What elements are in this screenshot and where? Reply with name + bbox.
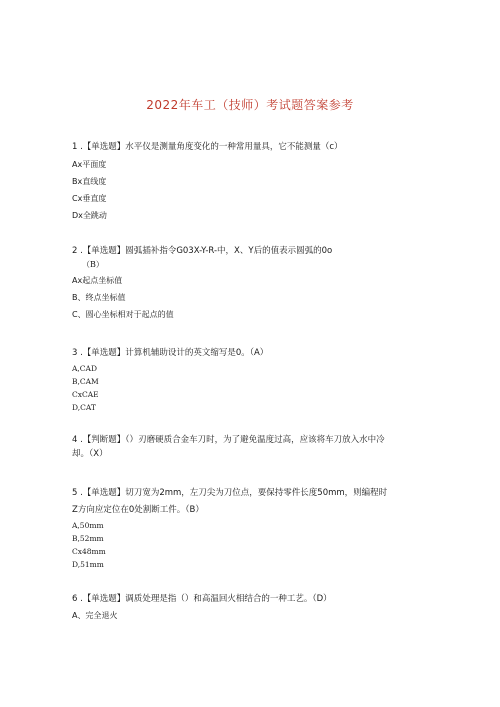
question-stem: 2 .【单选题】圆弧插补指令G03X-Y-R-中，X、Y后的值表示圆弧的0o: [72, 246, 333, 256]
option-d: D,CAT: [72, 403, 96, 412]
option-a: A,CAD: [72, 364, 97, 373]
question-4: [72, 433, 432, 461]
option-a: A、完全退火: [72, 611, 118, 620]
question-2: [72, 244, 432, 323]
option-a: Ax平面度: [72, 160, 107, 169]
option-a: Ax起点坐标值: [72, 276, 123, 285]
option-b: B,52mm: [72, 534, 104, 543]
question-stem-line-1: 5 .【单选题】切刀宽为2mm，左刀尖为刀位点，要保持零件长度50mm，则编程时: [72, 488, 388, 498]
question-answer: （B）: [82, 260, 104, 269]
option-b: B,CAM: [72, 377, 99, 386]
option-d: Dx全跳动: [72, 211, 107, 220]
option-c: C、圆心坐标相对于起点的值: [72, 310, 174, 319]
option-c: Cx垂直度: [72, 194, 107, 203]
question-stem: 6 .【单选题】调质处理是指（）和高温回火相结合的一种工艺。（D）: [72, 594, 332, 604]
question-3: [72, 346, 432, 414]
option-a: A,50mm: [72, 521, 104, 530]
option-d: D,51mm: [72, 560, 104, 569]
question-1: [72, 140, 432, 224]
option-c: Cx48mm: [72, 547, 106, 556]
question-stem: 1 .【单选题】水平仪是测量角度变化的一种常用量具，它不能测量（c）: [72, 142, 343, 152]
document-title: 2022年车工（技师）考试题答案参考: [146, 98, 354, 112]
question-stem: 3 .【单选题】计算机辅助设计的英文缩写是0。（A）: [72, 348, 269, 358]
question-5: [72, 486, 432, 571]
option-b: B、终点坐标值: [72, 293, 126, 302]
option-b: Bx直线度: [72, 177, 107, 186]
question-stem-line-2: 却。（X）: [72, 449, 108, 459]
question-stem-line-2: Z方向应定位在0处割断工件。（B）: [72, 505, 204, 515]
option-c: CxCAE: [72, 390, 99, 399]
question-6: [72, 592, 432, 624]
question-stem-line-1: 4 .【判断题】（）刃磨硬质合金车刀时，为了避免温度过高，应该将车刀放入水中冷: [72, 435, 385, 445]
